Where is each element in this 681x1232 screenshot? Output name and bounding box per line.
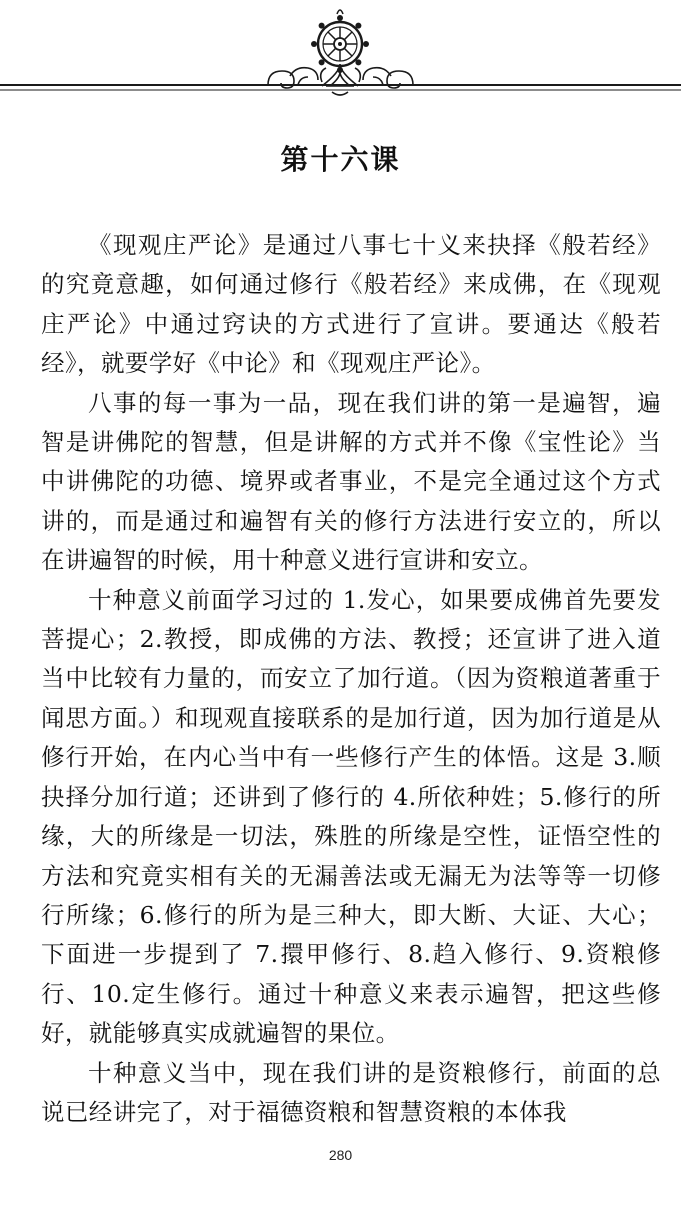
lesson-title: 第十六课 bbox=[280, 143, 401, 176]
paragraph: 《现观庄严论》是通过八事七十义来抉择《般若经》的究竟意趣，如何通过修行《般若经》来成佛，在《现观庄严论》中通过窍诀的方式进行了宣讲。要通达《般若经》，就要学好《中论》和《现观庄严论》。 bbox=[41, 231, 661, 378]
paragraph: 八事的每一事为一品，现在我们讲的第一是遍智，遍智是讲佛陀的智慧，但是讲解的方式并不像《宝性论》当中讲佛陀的功德、境界或者事业，不是完全通过这个方式讲的，而是通过和遍智有关的修行方法进行安立的，所以在讲遍智的时候，用十种意义进行宣讲和安立。 bbox=[41, 388, 661, 575]
body-text bbox=[41, 226, 661, 1132]
paragraph: 十种意义当中，现在我们讲的是资粮修行，前面的总说已经讲完了，对于福德资粮和智慧资粮的本体我 bbox=[41, 1058, 661, 1126]
header-ornament bbox=[0, 0, 681, 110]
dharma-wheel-icon bbox=[0, 0, 681, 110]
page-number: 280 bbox=[328, 1147, 353, 1163]
paragraph: 十种意义前面学习过的 1.发心，如果要成佛首先要发菩提心；2.教授，即成佛的方法、教授；还宣讲了进入道当中比较有力量的，而安立了加行道。（因为资粮道著重于闻思方面。）和现观直接联系的是加行道，因为加行道是从修行开始，在内心当中有一些修行产生的体悟。这是 3.顺抉择分加行道；还讲到了修行的 4.所依种姓；5.修行的所缘，大的所缘是一切法，殊胜的所缘是空性，证悟空性的方法和究竟实相有关的无漏善法或无漏无为法等等一切修行所缘；6.修行的所为是三种大，即大断、大证、大心；下面进一步提到了 7.擐甲修行、8.趋入修行、9.资粮修行、10.定生修行。通过十种意义来表示遍智，把这些修好，就能够真实成就遍智的果位。 bbox=[41, 585, 661, 1048]
